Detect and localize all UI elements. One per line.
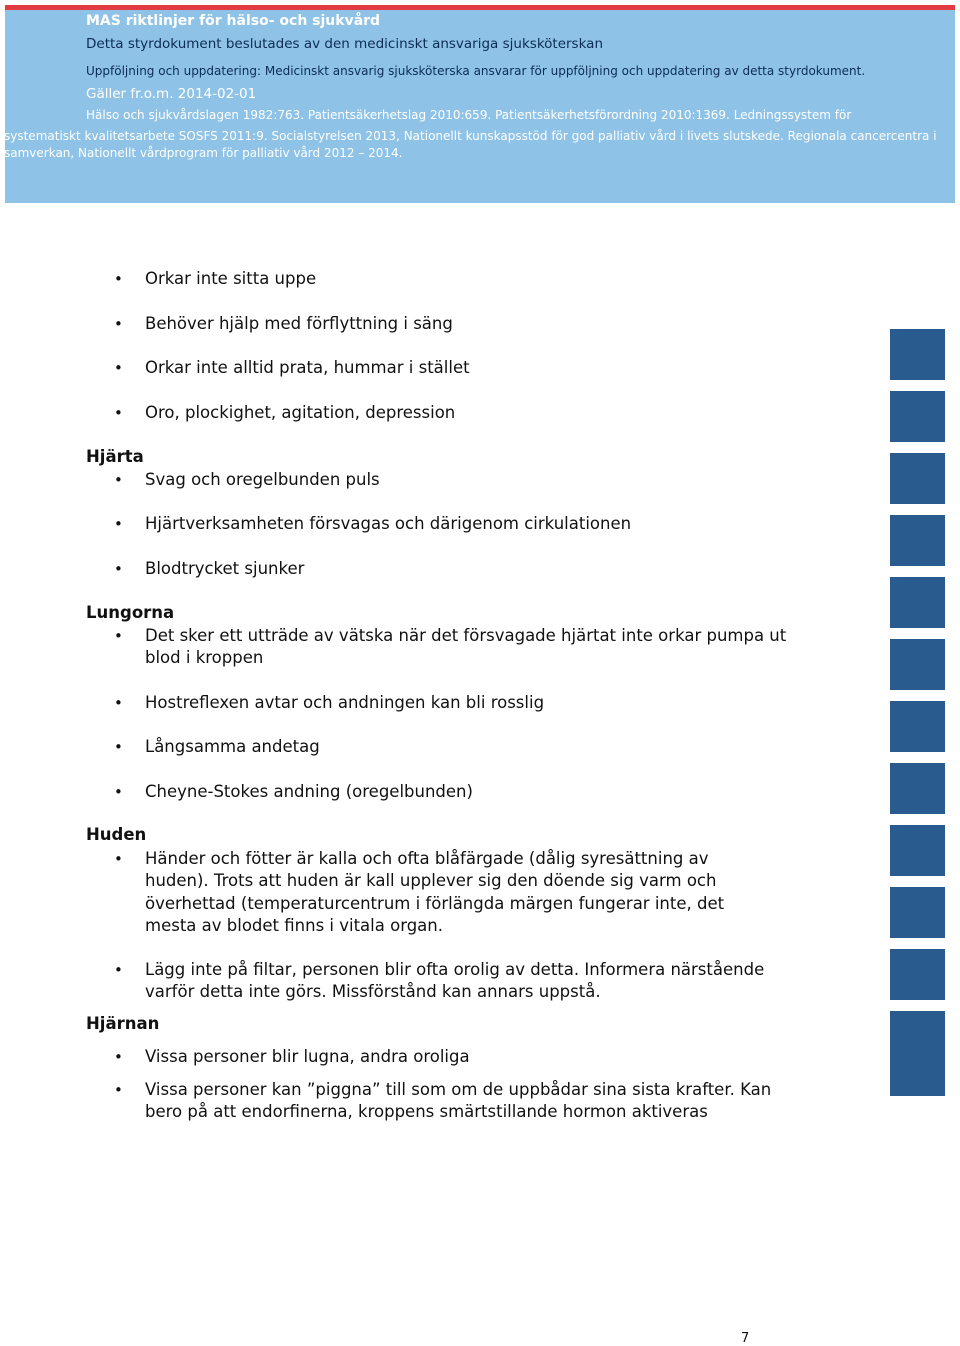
page-number: 7 <box>741 1331 750 1346</box>
decorative-square <box>890 763 945 814</box>
list-item: • Vissa personer blir lugna, andra oroliga <box>145 1046 470 1068</box>
decorative-square <box>890 1045 945 1096</box>
document-title: MAS riktlinjer för hälso- och sjukvård <box>86 13 381 29</box>
decorative-square <box>890 391 945 442</box>
list-item: • Svag och oregelbunden puls <box>145 469 380 491</box>
list-item: • Oro, plockighet, agitation, depression <box>145 402 455 424</box>
list-item: • Händer och fötter är kalla och ofta blåfärgade (dålig syresättning av huden). Trots att huden är kall upplever sig den döende sig varm och överhettad (temperaturcentrum i förlängda märgen fungerar inte, det mesta av blodet finns i vitala organ. <box>145 848 775 937</box>
section-heading-hjarta: Hjärta <box>86 447 144 466</box>
list-item: • Orkar inte alltid prata, hummar i stället <box>145 357 470 379</box>
decorative-square <box>890 329 945 380</box>
list-item: • Långsamma andetag <box>145 736 320 758</box>
list-item: • Lägg inte på filtar, personen blir ofta orolig av detta. Informera närstående varför detta inte görs. Missförstånd kan annars uppstå. <box>145 959 775 1004</box>
list-item: • Blodtrycket sjunker <box>145 558 304 580</box>
decorative-square <box>890 887 945 938</box>
section-heading-hjarnan: Hjärnan <box>86 1014 160 1033</box>
list-item: • Vissa personer kan ”piggna” till som om de uppbådar sina sista krafter. Kan bero på att endorfinerna, kroppens smärtstillande hormon aktiveras <box>145 1079 775 1124</box>
decorative-square <box>890 577 945 628</box>
decorative-square <box>890 701 945 752</box>
list-item: • Hjärtverksamheten försvagas och därigenom cirkulationen <box>145 513 631 535</box>
section-heading-lungorna: Lungorna <box>86 603 175 622</box>
list-item: • Cheyne-Stokes andning (oregelbunden) <box>145 781 473 803</box>
decorative-square <box>890 453 945 504</box>
section-heading-huden: Huden <box>86 825 147 844</box>
decorative-square <box>890 515 945 566</box>
list-item: • Orkar inte sitta uppe <box>145 268 316 290</box>
references-line-3: samverkan, Nationellt vårdprogram för palliativ vård 2012 – 2014. <box>4 146 403 160</box>
decorative-square <box>890 639 945 690</box>
list-item: • Behöver hjälp med förflyttning i säng <box>145 313 453 335</box>
decorative-square <box>890 949 945 1000</box>
decided-by-text: Detta styrdokument beslutades av den medicinskt ansvariga sjuksköterskan <box>86 36 604 52</box>
list-item: • Hostreflexen avtar och andningen kan bli rosslig <box>145 692 544 714</box>
references-line-2: systematiskt kvalitetsarbete SOSFS 2011:9. Socialstyrelsen 2013, Nationellt kunskapsstöd för god palliativ vård i livets slutskede. Regionala cancercentra i <box>4 129 937 143</box>
decorative-square <box>890 825 945 876</box>
follow-up-text: Uppföljning och uppdatering: Medicinskt ansvarig sjuksköterska ansvarar för uppföljning och uppdatering av detta styrdokument. <box>86 64 866 78</box>
list-item: • Det sker ett utträde av vätska när det försvagade hjärtat inte orkar pumpa ut blod i kroppen <box>145 625 795 670</box>
valid-from-text: Gäller fr.o.m. 2014-02-01 <box>86 86 257 102</box>
references-line-1: Hälso och sjukvårdslagen 1982:763. Patientsäkerhetslag 2010:659. Patientsäkerhetsförordning 2010:1369. Ledningssystem för <box>86 108 852 122</box>
